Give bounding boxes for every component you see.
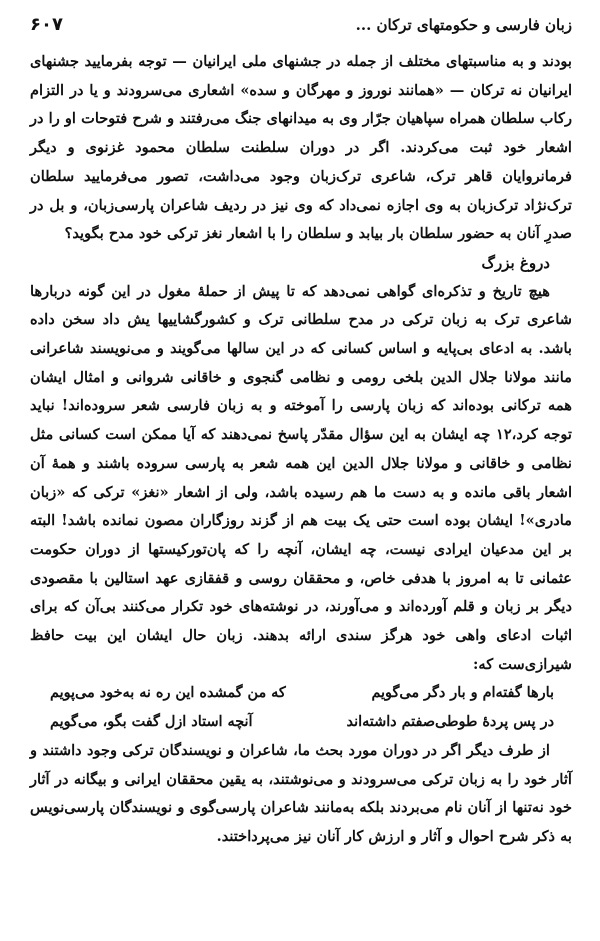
verse-line — [30, 708, 554, 737]
verse-hemistich-first: بارها گفته‌ام و بار دگر می‌گویم — [371, 684, 554, 702]
paragraph: هیچ تاریخ و تذکره‌ای گواهی نمی‌دهد که تا پیش از حملهٔ مغول در این گونه دربارها شاعری ترک به زبان ترکی در مدح سلطانی ترک و کشورگشاییها یش داد سخن داده باشد. به ادعای بی‌پایه و اساس کسانی که در این سالها می‌گویند و می‌نویسند شاعرانی مانند مولانا جلال الدین بلخی رومی و نظامی گنجوی و خاقانی شروانی و امثال ایشان همه ترکانی بوده‌اند که زبان پارسی را آموخته و به زبان فارسی شعر سروده‌اند! نباید توجه کرد،۱۲ چه ایشان به این سؤال مقدّر پاسخ نمی‌دهند که آیا ممکن است کسانی مثل نظامی و خاقانی و مولانا جلال الدین این همه شعر به پارسی سروده باشند و همهٔ آن اشعار باقی مانده و به دست ما هم رسیده باشد، ولی از اشعار «نغز» ترکی که «زبان مادری»! ایشان بوده است حتی یک بیت هم از گزند روزگاران مصون نمانده باشد! البته بر این مدعیان ایرادی نیست، چه ایشان، آنچه را که پان‌تورکیستها از دوران حکومت عثمانی تا به امروز با هدفی خاص، و محققان روسی و قفقازی عهد استالین با مقصودی دیگر بر زبان و قلم آورده‌اند و می‌آورند، در نوشته‌های خود تکرار می‌کنند بی‌آن که برای اثبات ادعای واهی خود هرگز سندی ارائه بدهند. زبان حال ایشان این بیت حافظ شیرازی‌ست که: — [30, 282, 572, 673]
section-heading: دروغ بزرگ — [481, 253, 550, 272]
verse-line — [30, 679, 554, 708]
running-title: زبان فارسی و حکومتهای ترکان ... — [355, 16, 572, 34]
verse-hemistich-first: در پس پردهٔ طوطی‌صفتم داشته‌اند — [346, 713, 554, 731]
poem-verses — [30, 679, 554, 736]
page-number: ۶۰۷ — [30, 14, 63, 35]
body-text — [30, 48, 572, 852]
page-header — [30, 14, 572, 48]
verse-hemistich-second: آنچه استاد ازل گفت بگو، می‌گویم — [50, 713, 253, 731]
verse-hemistich-second: که من گمشده این ره نه به‌خود می‌پویم — [50, 684, 286, 702]
paragraph: از طرف دیگر اگر در دوران مورد بحث ما، شاعران و نویسندگان ترکی وجود داشتند و آثار خود را به زبان ترکی می‌سرودند و می‌نوشتند، به یقین محققان ایرانی و بیگانه در آثار خود نه‌تنها از آنان نام می‌بردند بلکه به‌مانند شاعران پارسی‌گوی و نویسندگان پارسی‌نویس به ذکر شرح احوال و آثار و ارزش کار آنان نیز می‌پرداختند. — [30, 741, 572, 845]
paragraph: بودند و به مناسبتهای مختلف از جمله در جشنهای ملی ایرانیان — توجه بفرمایید جشنهای ایرانیان نه ترکان — «همانند نوروز و مهرگان و سده» اشعاری می‌سرودند و یا در التزام رکاب سلطان همراه سپاهیان جرّار وی به میدانهای جنگ می‌رفتند و شرح فتوحات او را در اشعار خود ثبت می‌کردند. اگر در دوران سلطنت سلطان محمود غزنوی و دیگر فرمانروایان قاهر ترک، شاعری ترک‌زبان وجود می‌داشت، تصور می‌فرمایید سلطان ترک‌نژاد ترک‌زبان به وی اجازه نمی‌داد که وی نیز در ردیف شاعران پارسی‌زبان، و بل در صدرِ آنان به حضور سلطان بار بیابد و سلطان را با اشعار نغز ترکی خود مدح بگوید؟ — [30, 53, 572, 243]
